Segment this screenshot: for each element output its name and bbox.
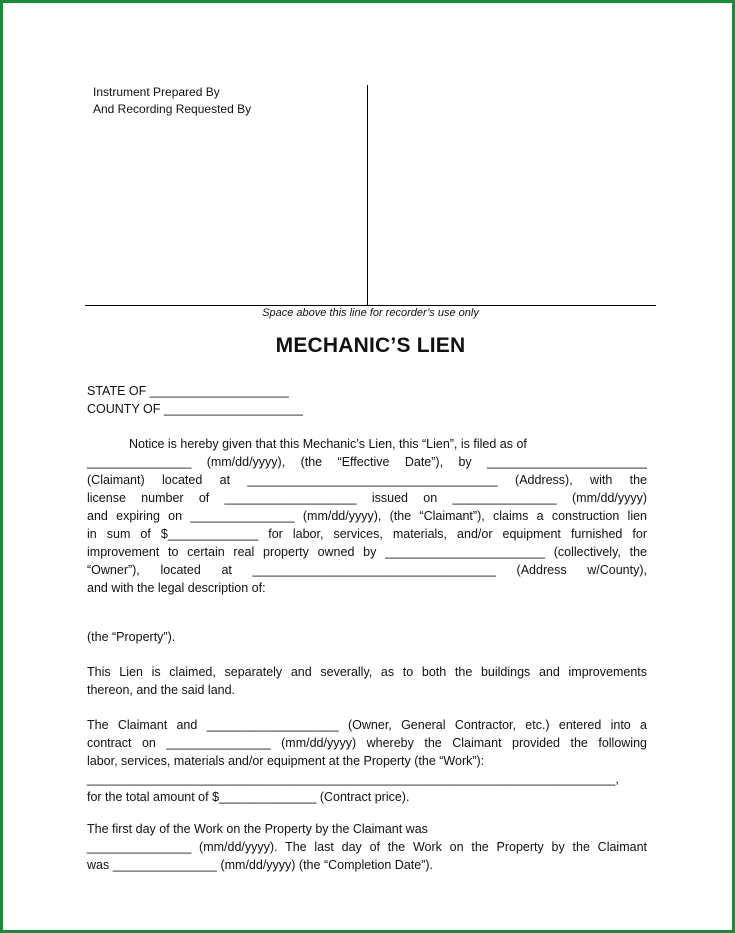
work-dates-paragraph	[87, 820, 647, 874]
contract-amount-line: for the total amount of $______________ (Contract price).	[87, 790, 410, 804]
notice-line: and with the legal description of:	[87, 581, 266, 595]
state-line: STATE OF ____________________	[87, 384, 289, 398]
lien-claim-line: thereon, and the said land.	[87, 683, 236, 697]
notice-line: in sum of $_____________ for labor, services, materials, and/or equipment furnished for	[87, 527, 647, 541]
recording-requested-label: And Recording Requested By	[93, 102, 252, 116]
document-title: MECHANIC’S LIEN	[275, 334, 466, 357]
property-line: (the “Property”).	[87, 630, 176, 644]
prepared-by-block	[93, 84, 251, 118]
contract-line: labor, services, materials and/or equipment at the Property (the “Work”):	[87, 754, 485, 768]
notice-line: license number of ___________________ issued on _______________ (mm/dd/yyyy)	[87, 491, 647, 505]
lien-claim-paragraph	[87, 663, 647, 699]
jurisdiction-block	[87, 382, 303, 418]
county-line: COUNTY OF ____________________	[87, 402, 303, 416]
recorder-note: Space above this line for recorder’s use only	[262, 307, 479, 319]
notice-paragraph	[87, 435, 647, 597]
contract-line: The Claimant and ___________________ (Owner, General Contractor, etc.) entered into a	[87, 718, 647, 732]
recorder-vertical-divider	[367, 85, 368, 305]
notice-line: Notice is hereby given that this Mechanic’s Lien, this “Lien”, is filed as of	[129, 437, 527, 451]
prepared-by-label: Instrument Prepared By	[93, 85, 220, 99]
contract-paragraph	[87, 716, 647, 806]
work-dates-line: The first day of the Work on the Property by the Claimant was	[87, 822, 428, 836]
notice-line: _______________ (mm/dd/yyyy), (the “Effective Date”), by _______________________	[87, 455, 647, 469]
work-dates-line: _______________ (mm/dd/yyyy). The last day of the Work on the Property by the Claimant	[87, 840, 647, 854]
notice-line: (Claimant) located at ____________________________________ (Address), with the	[87, 473, 647, 487]
notice-line: and expiring on _______________ (mm/dd/yyyy), (the “Claimant”), claims a construction lien	[87, 509, 647, 523]
notice-line: “Owner”), located at ___________________________________ (Address w/County),	[87, 563, 647, 577]
work-dates-line: was _______________ (mm/dd/yyyy) (the “Completion Date”).	[87, 858, 434, 872]
contract-blank-line: ____________________________________________________________________________,	[87, 772, 619, 786]
notice-line: improvement to certain real property owned by _______________________ (collectively, the	[87, 545, 647, 559]
contract-line: contract on _______________ (mm/dd/yyyy) whereby the Claimant provided the following	[87, 736, 647, 750]
lien-claim-line: This Lien is claimed, separately and severally, as to both the buildings and improvements	[87, 665, 647, 679]
